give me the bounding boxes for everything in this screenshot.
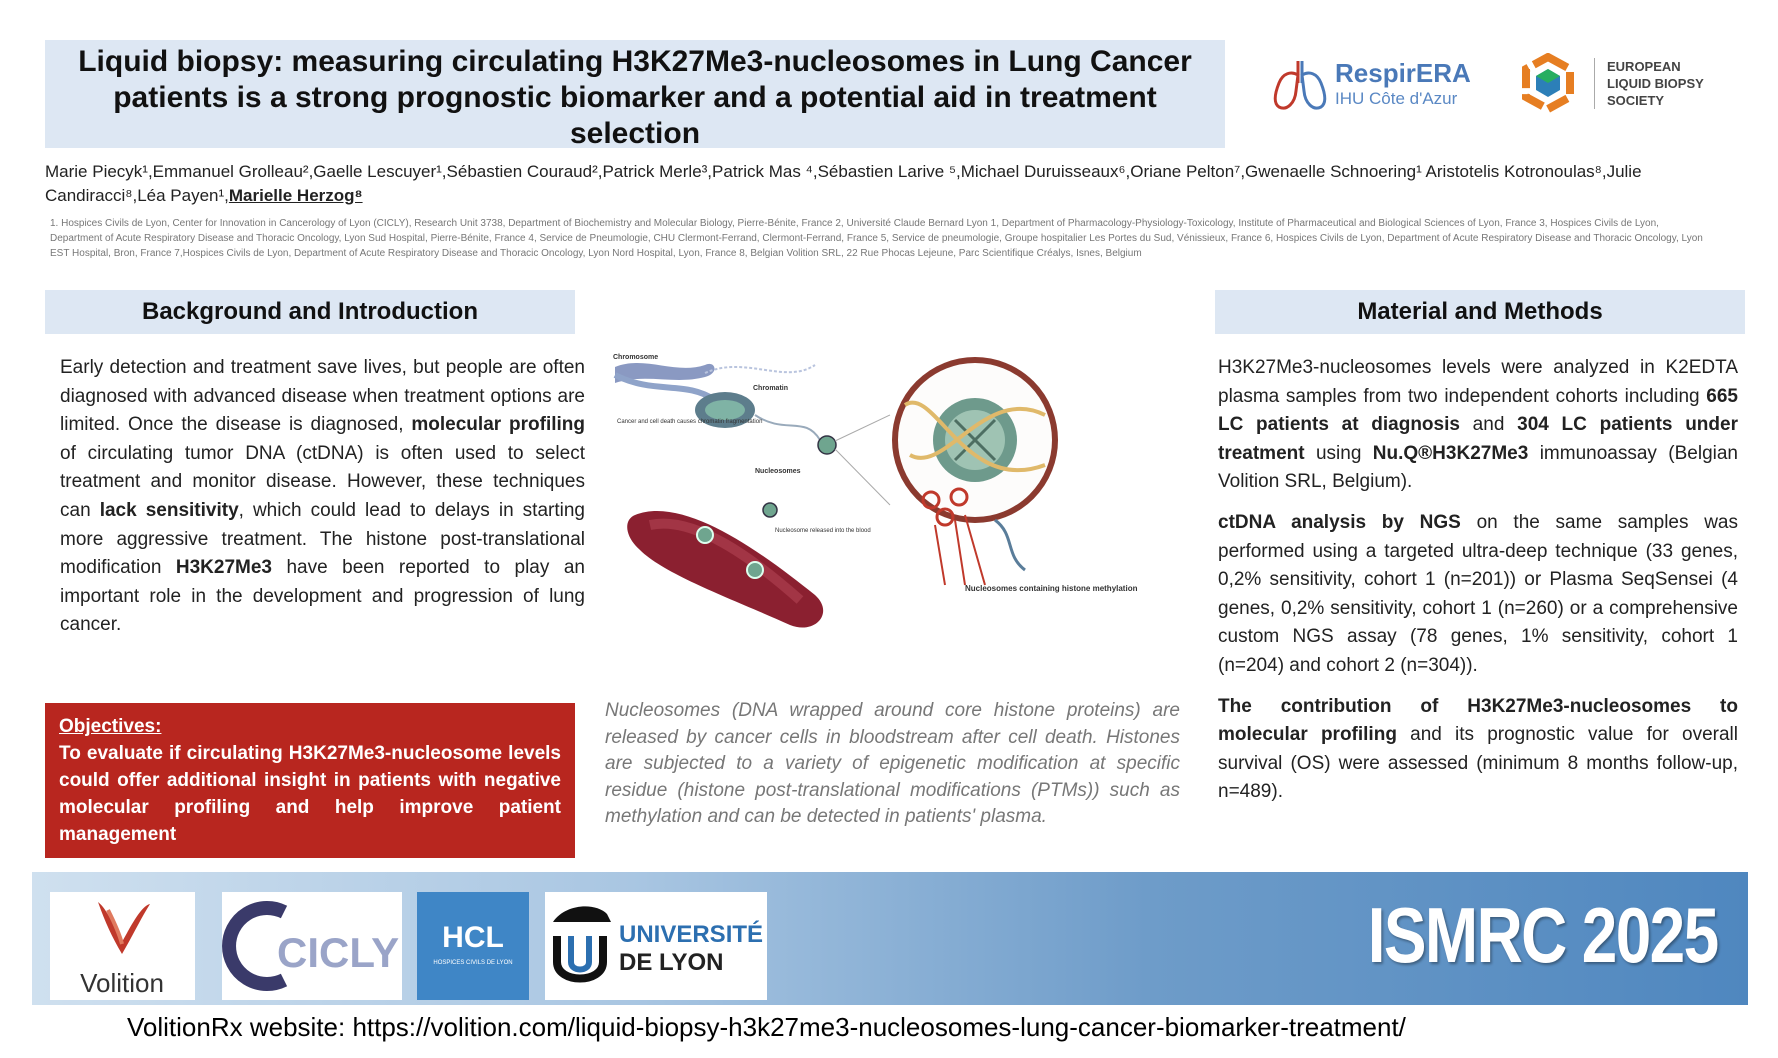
label-methylation: Nucleosomes containing histone methylation bbox=[965, 584, 1138, 593]
elbs-hexagon-icon bbox=[1520, 53, 1576, 113]
chromatin-coil bbox=[617, 392, 820, 475]
udl-line1: UNIVERSITÉ bbox=[619, 921, 764, 948]
background-heading: Background and Introduction bbox=[45, 290, 575, 334]
elbs-line1: EUROPEAN bbox=[1607, 58, 1681, 74]
methods-paragraph-2 bbox=[1218, 509, 1738, 681]
universite-de-lyon-logo bbox=[545, 892, 767, 1000]
authors-main: Marie Piecyk¹,Emmanuel Grolleau²,Gaelle Lescuyer¹,Sébastien Couraud²,Patrick Merle³,Patrick Mas ⁴,Sébastien Larive ⁵,Michael Duruisseaux⁶,Oriane Pelton⁷,Gwenaelle Schnoering¹ Aristotelis Kotronoulas⁸,Julie Candiracci⁸,Léa Payen¹, bbox=[45, 162, 1642, 205]
icly-logo bbox=[222, 892, 402, 1000]
last-author: Marielle Herzog⁸ bbox=[228, 186, 363, 205]
m3-a: The contribution of H3K27Me3-nucleosomes to molecular profiling bbox=[1218, 695, 1738, 746]
nucleosome-figure bbox=[605, 345, 1175, 685]
bg-bold-1: molecular profiling bbox=[411, 414, 585, 436]
elbs-line3: SOCIETY bbox=[1607, 92, 1665, 108]
volition-v-icon bbox=[50, 892, 195, 1000]
respirera-sub: IHU Côte d'Azur bbox=[1335, 88, 1458, 108]
udl-mark bbox=[545, 892, 767, 1000]
elbs-line2: LIQUID BIOPSY bbox=[1607, 75, 1704, 91]
volition-name: Volition bbox=[80, 968, 164, 998]
hcl-mark bbox=[417, 892, 529, 1000]
bg-text-3: , which could lead to delays in starting more aggressive treatment. The histone post-translational modification bbox=[60, 499, 585, 579]
m1-g: immunoassay (Belgian Volition SRL, Belgium). bbox=[1218, 442, 1739, 493]
website-link[interactable]: VolitionRx website: https://volition.com/liquid-biopsy-h3k27me3-nucleosomes-lung-cancer-biomarker-treatment/ bbox=[127, 1012, 1406, 1042]
m1-b: 665 LC patients at diagnosis bbox=[1218, 385, 1738, 436]
sponsor-banner bbox=[32, 872, 1748, 1005]
hcl-sub: HOSPICES CIVILS DE LYON bbox=[433, 960, 513, 966]
label-chromosome: Chromosome bbox=[613, 354, 659, 361]
poster-title-box bbox=[45, 40, 1225, 148]
elbs-logo bbox=[1520, 48, 1740, 118]
background-text bbox=[60, 354, 585, 640]
m1-d: 304 LC patients under treatment bbox=[1218, 414, 1738, 464]
bg-bold-3: H3K27Me3 bbox=[175, 557, 272, 579]
m2-a: ctDNA analysis by NGS bbox=[1218, 511, 1461, 533]
hcl-name: HCL bbox=[442, 921, 504, 954]
lungs-icon bbox=[1265, 53, 1335, 113]
lion-icon bbox=[553, 906, 611, 978]
poster-title: Liquid biopsy: measuring circulating H3K27Me3-nucleosomes in Lung Cancer patients is a strong prognostic biomarker and a potential aid in treatment selection bbox=[78, 45, 1192, 150]
methods-text bbox=[1218, 354, 1738, 819]
m1-e: using bbox=[1304, 442, 1373, 464]
objectives-box bbox=[45, 703, 575, 858]
volition-logo bbox=[50, 892, 195, 1000]
respirera-name: RespirERA bbox=[1335, 57, 1471, 88]
label-nucleosomes: Nucleosomes bbox=[755, 468, 801, 475]
respirera-logo bbox=[1265, 48, 1495, 118]
m3-b: and its prognostic value for overall survival (OS) were assessed (minimum 8 months follow-up, n=489). bbox=[1218, 724, 1738, 803]
label-chromatin: Chromatin bbox=[753, 385, 788, 392]
label-cancer: Cancer and cell death causes chromatin fragmentation bbox=[617, 419, 763, 425]
m2-b: on the same samples was performed using a targeted ultra-deep technique (33 genes, 0,2% sensitivity, cohort 1 (n=201)) or Plasma SeqSensei (4 genes, 0,2% sensitivity, cohort 1 (n=260) or a comprehensive custom NGS assay (78 genes, 1% sensitivity, cohort 1 (n=204) and cohort 2 (n=304)). bbox=[1218, 511, 1738, 676]
methods-paragraph-1 bbox=[1218, 354, 1738, 497]
conference-title: ISMRC 2025 bbox=[1368, 891, 1718, 979]
bg-text-1: Early detection and treatment save lives, but people are often diagnosed with advanced disease when treatment options are limited. Once the disease is diagnosed, bbox=[60, 357, 585, 436]
m1-c: and bbox=[1459, 414, 1518, 436]
blood-vessel bbox=[627, 503, 871, 628]
bg-bold-2: lack sensitivity bbox=[99, 499, 239, 521]
methods-paragraph-3 bbox=[1218, 693, 1738, 807]
m1-a: H3K27Me3-nucleosomes levels were analyzed in K2EDTA plasma samples from two independent cohorts including bbox=[1218, 357, 1738, 407]
objectives-text: To evaluate if circulating H3K27Me3-nucleosome levels could offer additional insight in patients with negative molecular profiling and help improve patient management bbox=[59, 743, 561, 845]
objectives-title: Objectives: bbox=[59, 716, 162, 737]
author-list bbox=[45, 160, 1745, 208]
methods-heading: Material and Methods bbox=[1215, 290, 1745, 334]
hcl-logo bbox=[417, 892, 529, 1000]
nucleosome-zoom bbox=[895, 360, 1138, 593]
figure-caption: Nucleosomes (DNA wrapped around core histone proteins) are released by cancer cells in bloodstream after cell death. Histones are subjected to a variety of epigenetic modification at specific residue (histone post-translational modifications (PTMs)) such as methylation and can be detected in patients' plasma. bbox=[605, 700, 1180, 827]
chromosome-illustration bbox=[613, 354, 815, 400]
label-released: Nucleosome released into the blood bbox=[775, 528, 871, 534]
icly-c-icon bbox=[222, 892, 402, 1000]
bg-text-2: of circulating tumor DNA (ctDNA) is often used to select treatment and monitor disease. However, these techniques can bbox=[60, 442, 585, 521]
bg-text-4: have been reported to play an important role in the development and progression of lung cancer. bbox=[60, 557, 585, 636]
m1-f: Nu.Q®H3K27Me3 bbox=[1372, 442, 1529, 464]
udl-line2: DE LYON bbox=[619, 949, 724, 976]
icly-name: CICLY bbox=[277, 929, 400, 976]
affiliations: 1. Hospices Civils de Lyon, Center for Innovation in Cancerology of Lyon (CICLY), Research Unit 3738, Department of Biochemistry and Molecular Biology, Pierre-Bénite, France 2, Université Claude Bernard Lyon 1, Department of Pharmacology-Physiology-Toxicology, Institute of Pharmaceutical and Biological Sciences of Lyon, France 3, Hospices Civils de Lyon, Department of Acute Respiratory Disease and Thoracic Oncology, Lyon Sud Hospital, Pierre-Bénite, France 4, Service de Pneumologie, CHU Clermont-Ferrand, Clermont-Ferrand, France 5, Service de pneumologie, Groupe hospitalier Les Portes du Sud, Vénissieux, France 6, Hospices Civils de Lyon, Department of Acute Respiratory Disease and Thoracic Oncology, Lyon EST Hospital, Bron, France 7,Hospices Civils de Lyon, Department of Acute Respiratory Disease and Thoracic Oncology, Lyon Nord Hospital, Lyon, France 8, Belgian Volition SRL, 22 Rue Phocas Lejeune, Parc Scientifique Créalys, Isnes, Belgium bbox=[50, 218, 1703, 259]
